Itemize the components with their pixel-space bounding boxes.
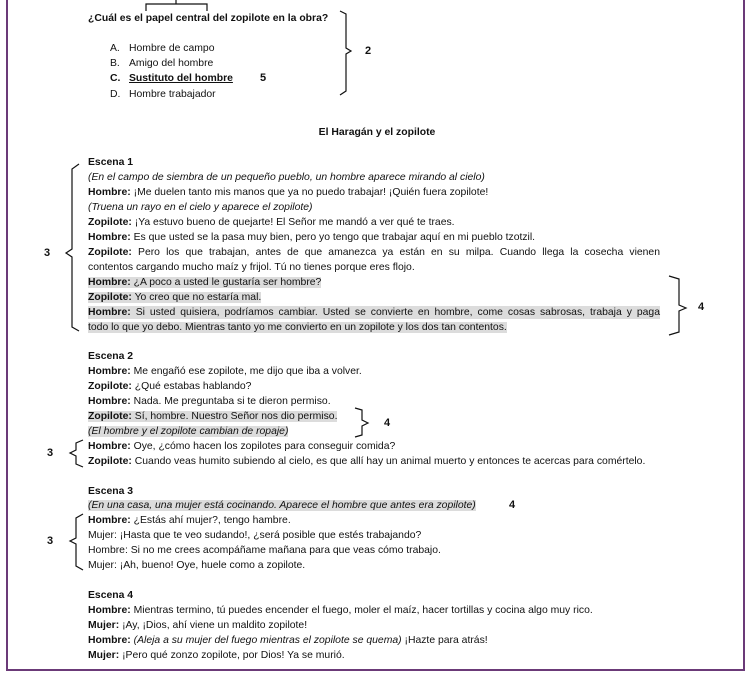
- scene1-line-8: Hombre: ¿A poco a usted le gustaría ser hombre?: [88, 277, 322, 288]
- scene1-line-10: Hombre: Si usted quisiera, podríamos cambiar. Usted se convierte en hombre, come cosas sabrosas, trabaja y paga: [88, 307, 660, 318]
- scene1-left-bracket: [66, 164, 79, 331]
- scene1-right-mark: 4: [698, 301, 705, 313]
- scene1-right-bracket: [669, 276, 686, 335]
- scene2-right-mark: 4: [384, 417, 391, 429]
- scene3-left-mark: 3: [47, 535, 54, 547]
- answer-mark: 5: [260, 72, 267, 84]
- scene3-line-2: Hombre: ¿Estás ahí mujer?, tengo hambre.: [88, 515, 291, 526]
- scene1-line-11: todo lo que yo debo. Mientras tanto yo me convierto en un zopilote y los dos tan contentos.: [88, 322, 507, 333]
- scene3-line-3: Mujer: ¡Hasta que te veo sudando!, ¿será posible que estés trabajando?: [88, 530, 422, 541]
- story-title: El Haragán y el zopilote: [318, 127, 436, 138]
- scene1-line-3: (Truena un rayo en el cielo y aparece el zopilote): [88, 202, 313, 213]
- scene1-line-9: Zopilote: Yo creo que no estaría mal.: [88, 292, 262, 303]
- scene1-line-1: (En el campo de siembra de un pequeño pueblo, un hombre aparece mirando al cielo): [88, 172, 485, 183]
- scene3-title: Escena 3: [88, 486, 134, 497]
- scene2-line-2: Zopilote: ¿Qué estabas hablando?: [88, 381, 252, 392]
- scene2-line-1: Hombre: Me engañó ese zopilote, me dijo que iba a volver.: [88, 366, 362, 377]
- scene2-line-7: Zopilote: Cuando veas humito subiendo al cielo, es que allí hay un animal muerto y entonces te acercas para comértelo.: [88, 456, 646, 467]
- top-bracket: [146, 0, 207, 11]
- scene1-left-mark: 3: [44, 247, 51, 259]
- scene3-line-1: (En una casa, una mujer está cocinando. Aparece el hombre que antes era zopilote): [88, 500, 476, 511]
- option-b: B. Amigo del hombre: [110, 58, 214, 69]
- question-text: ¿Cuál es el papel central del zopilote en la obra?: [88, 13, 329, 24]
- scene4-line-4: Mujer: ¡Pero qué zonzo zopilote, por Dios! Ya se murió.: [88, 650, 345, 661]
- scene1-line-7: contentos cargando mucho maíz y frijol. Tú no tienes porque eres flojo.: [88, 262, 415, 273]
- scene4-line-3: Hombre: (Aleja a su mujer del fuego mientras el zopilote se quema) ¡Hazte para atrás!: [88, 635, 488, 646]
- scene4-title: Escena 4: [88, 590, 134, 601]
- scene2-left-mark: 3: [47, 447, 54, 459]
- scene4-line-2: Mujer: ¡Ay, ¡Dios, ahí viene un maldito zopilote!: [88, 620, 308, 631]
- scene3-right-mark: 4: [509, 499, 516, 511]
- scene3-line-5: Mujer: ¡Ah, bueno! Oye, huele como a zopilote.: [88, 560, 306, 571]
- scene2-line-5: (El hombre y el zopilote cambian de ropaje): [88, 426, 289, 437]
- scene1-line-6: Zopilote: Pero los que trabajan, antes de que amanezca ya están en su milpa. Cuando llega la cosecha vienen: [88, 247, 660, 258]
- question-bracket-mark: 2: [365, 45, 372, 57]
- scene3-left-bracket: [70, 514, 83, 570]
- scene2-right-bracket: [355, 408, 368, 437]
- option-a: A. Hombre de campo: [110, 43, 215, 54]
- scene2-line-3: Hombre: Nada. Me preguntaba si te dieron permiso.: [88, 396, 331, 407]
- scene4-line-1: Hombre: Mientras termino, tú puedes encender el fuego, moler el maíz, hacer tortillas y cocina algo muy rico.: [88, 605, 593, 616]
- scene2-left-bracket: [70, 440, 83, 467]
- scene1-line-2: Hombre: ¡Me duelen tanto mis manos que ya no puedo trabajar! ¡Quién fuera zopilote!: [88, 187, 489, 198]
- option-d: D. Hombre trabajador: [110, 89, 216, 100]
- scene2-title: Escena 2: [88, 351, 134, 362]
- scene2-line-4: Zopilote: Sí, hombre. Nuestro Señor nos dio permiso.: [88, 411, 338, 422]
- scene1-line-5: Hombre: Es que usted se la pasa muy bien, pero yo tengo que trabajar aquí en mi pueblo tzotzil.: [88, 232, 536, 243]
- scene3-line-4: Hombre: Si no me crees acompáñame mañana para que veas cómo trabajo.: [88, 545, 441, 556]
- scene1-title: Escena 1: [88, 157, 134, 168]
- question-bracket: [340, 11, 351, 95]
- scene1-line-4: Zopilote: ¡Ya estuvo bueno de quejarte! El Señor me mandó a ver qué te traes.: [88, 217, 455, 228]
- scene2-line-6: Hombre: Oye, ¿cómo hacen los zopilotes para conseguir comida?: [88, 441, 396, 452]
- option-c-correct: C. Sustituto del hombre: [110, 73, 233, 84]
